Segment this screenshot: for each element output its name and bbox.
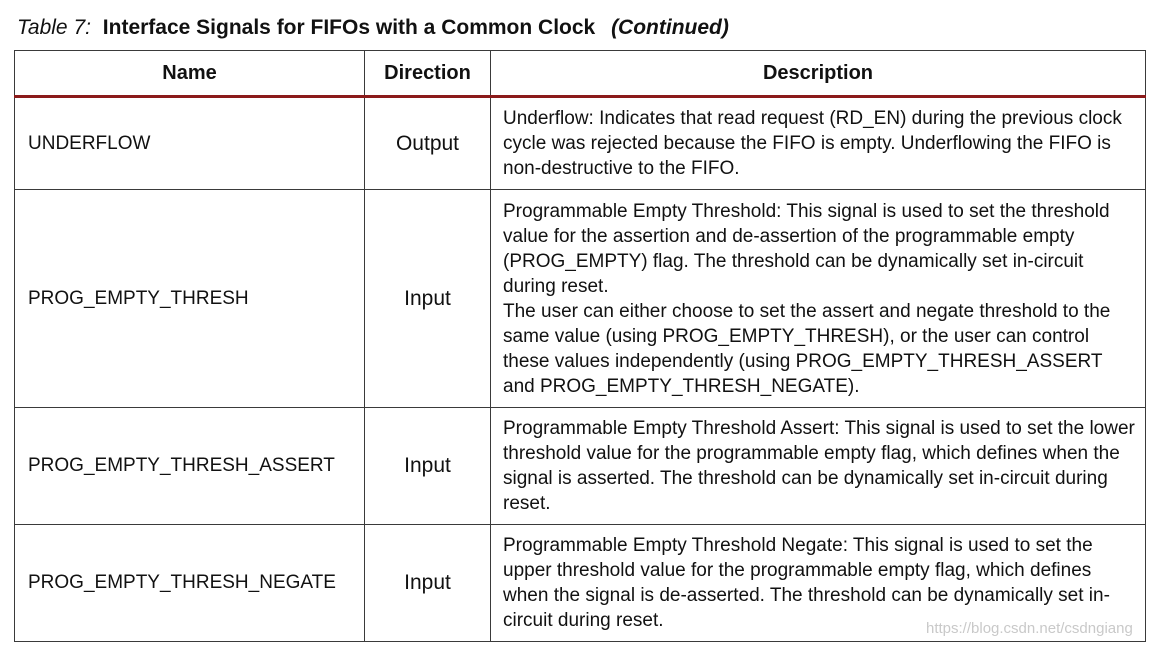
description-paragraph: Underflow: Indicates that read request (RD_EN) during the previous clock cycle was rejected because the FIFO is empty. Underflowing the FIFO is non-destructive to the FIFO.: [503, 108, 1122, 179]
signal-name: PROG_EMPTY_THRESH_ASSERT: [15, 408, 365, 525]
description-paragraph: Programmable Empty Threshold Negate: This signal is used to set the upper threshold value for the programmable empty flag, which defines when the signal is de-asserted. The threshold can be dynamically set in-circuit during reset.: [503, 535, 1110, 631]
table-caption: [17, 14, 729, 42]
description-paragraph: The user can either choose to set the assert and negate threshold to the same value (using PROG_EMPTY_THRESH), or the user can control these values independently (using PROG_EMPTY_THRESH_ASSERT and PROG_EMPTY_THRESH_NEGATE).: [503, 300, 1111, 397]
caption-label: Table 7:: [17, 16, 91, 39]
table-row: [15, 97, 1146, 190]
caption-continued: (Continued): [611, 16, 729, 39]
signal-direction: Input: [365, 408, 491, 525]
signal-direction: Output: [365, 97, 491, 190]
table-row: [15, 190, 1146, 408]
header-direction: Direction: [365, 51, 491, 97]
signal-name: PROG_EMPTY_THRESH: [15, 190, 365, 408]
caption-title: Interface Signals for FIFOs with a Common Clock: [102, 16, 596, 39]
description-paragraph: Programmable Empty Threshold: This signal is used to set the threshold value for the assertion and de-assertion of the programmable empty (PROG_EMPTY) flag. The threshold can be dynamically set in-circuit during reset.: [503, 200, 1110, 297]
signal-description: [491, 97, 1146, 190]
table-row: [15, 408, 1146, 525]
signal-direction: Input: [365, 525, 491, 642]
table-header-row: [15, 51, 1146, 97]
signal-direction: Input: [365, 190, 491, 408]
signal-description: [491, 190, 1146, 408]
signal-name: UNDERFLOW: [15, 97, 365, 190]
header-name: Name: [15, 51, 365, 97]
signals-table: [14, 50, 1146, 642]
watermark: https://blog.csdn.net/csdngiang: [926, 620, 1133, 637]
description-paragraph: Programmable Empty Threshold Assert: This signal is used to set the lower threshold value for the programmable empty flag, which defines when the signal is asserted. The threshold can be dynamically set in-circuit during reset.: [503, 418, 1135, 514]
header-description: Description: [491, 51, 1146, 97]
signal-name: PROG_EMPTY_THRESH_NEGATE: [15, 525, 365, 642]
signal-description: [491, 408, 1146, 525]
